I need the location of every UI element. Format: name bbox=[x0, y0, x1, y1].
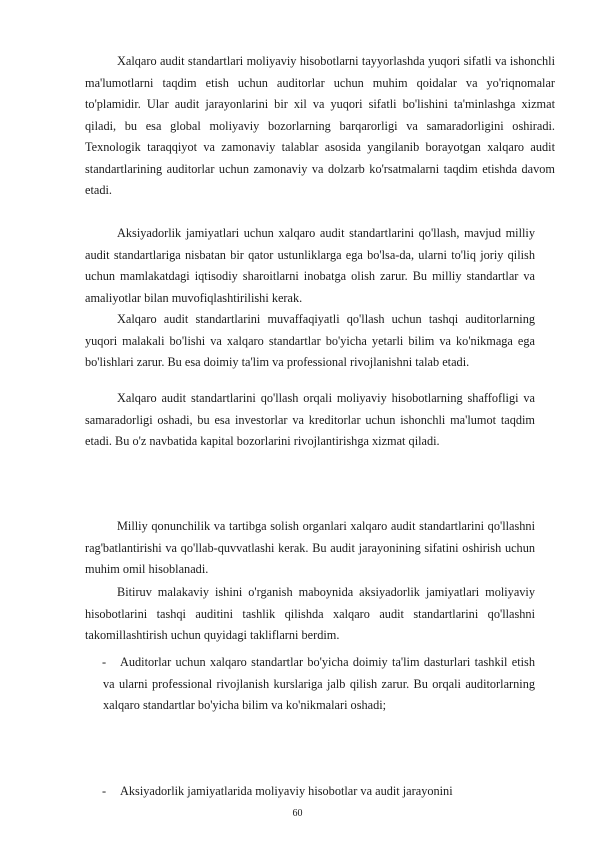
paragraph-2: Aksiyadorlik jamiyatlari uchun xalqaro audit standartlarini qo'llash, mavjud milliy audit standartlariga nisbatan bir qator ustunliklarga ega bo'lsa-da, ularni to'liq joriy qilish uchun mamlakatdagi iqtisodiy sharoitlarni inobatga olish zarur. Bu milliy standartlar va amaliyotlar bilan muvofiqlashtirilishi kerak. bbox=[85, 226, 535, 305]
paragraph-4: Xalqaro audit standartlarini qo'llash orqali moliyaviy hisobotlarning shaffofligi va samaradorligi oshadi, bu esa investorlar va kreditorlar uchun ishonchli ma'lumot taqdim etadi. Bu o'z navbatida kapital bozorlarini rivojlantirishga xizmat qiladi. bbox=[85, 391, 535, 448]
bullet-marker: - bbox=[102, 655, 107, 669]
bullet-marker: - bbox=[102, 784, 107, 798]
list-item bbox=[85, 652, 535, 717]
paragraph-5: Milliy qonunchilik va tartibga solish organlari xalqaro audit standartlarini qo'llashni rag'batlantirishi va qo'llab-quvvatlashi kerak. Bu audit jarayonining sifatini oshirish uchun muhim omil hisoblanadi. bbox=[85, 519, 535, 576]
list-item-text: Auditorlar uchun xalqaro standartlar bo'yicha doimiy ta'lim dasturlari tashkil etish va ularni professional rivojlanish kurslariga jalb qilish zarur. Bu orqali auditorlarning xalqaro standartlar bo'yicha bilim va ko'nikmalari oshadi; bbox=[103, 655, 535, 712]
paragraph-3: Xalqaro audit standartlarini muvaffaqiyatli qo'llash uchun tashqi auditorlarning yuqori malakali bo'lishi va xalqaro standartlar bo'yicha yetarli bilim va ko'nikmaga ega bo'lishlari zarur. Bu esa doimiy ta'lim va professional rivojlanishni talab etadi. bbox=[85, 312, 535, 369]
page-number: 60 bbox=[292, 808, 303, 819]
list-item bbox=[85, 781, 535, 803]
paragraph-1: Xalqaro audit standartlari moliyaviy hisobotlarni tayyorlashda yuqori sifatli va ishonchli ma'lumotlarni taqdim etish uchun auditorlar uchun muhim qoidalar va yo'riqnomalar to'plamidir. Ular audit jarayonlarini bir xil va yuqori sifatli bo'lishini ta'minlashga xizmat qiladi, bu esa global moliyaviy bozorlarning barqarorligi va samaradorligini oshiradi. Texnologik taraqqiyot va zamonaviy talablar asosida yangilanib borayotgan xalqaro audit standartlarining auditorlar uchun zamonaviy va dolzarb ko'rsatmalarni taqdim etishda davom etadi. bbox=[85, 54, 555, 197]
paragraph-6: Bitiruv malakaviy ishini o'rganish maboynida aksiyadorlik jamiyatlari moliyaviy hisobotlarini tashqi auditini tashlik qilishda xalqaro audit standartlarini qo'llashni takomillashtirish uchun quyidagi takliflarni berdim. bbox=[85, 585, 535, 642]
list-item-text: Aksiyadorlik jamiyatlarida moliyaviy hisobotlar va audit jarayonini bbox=[120, 784, 453, 798]
